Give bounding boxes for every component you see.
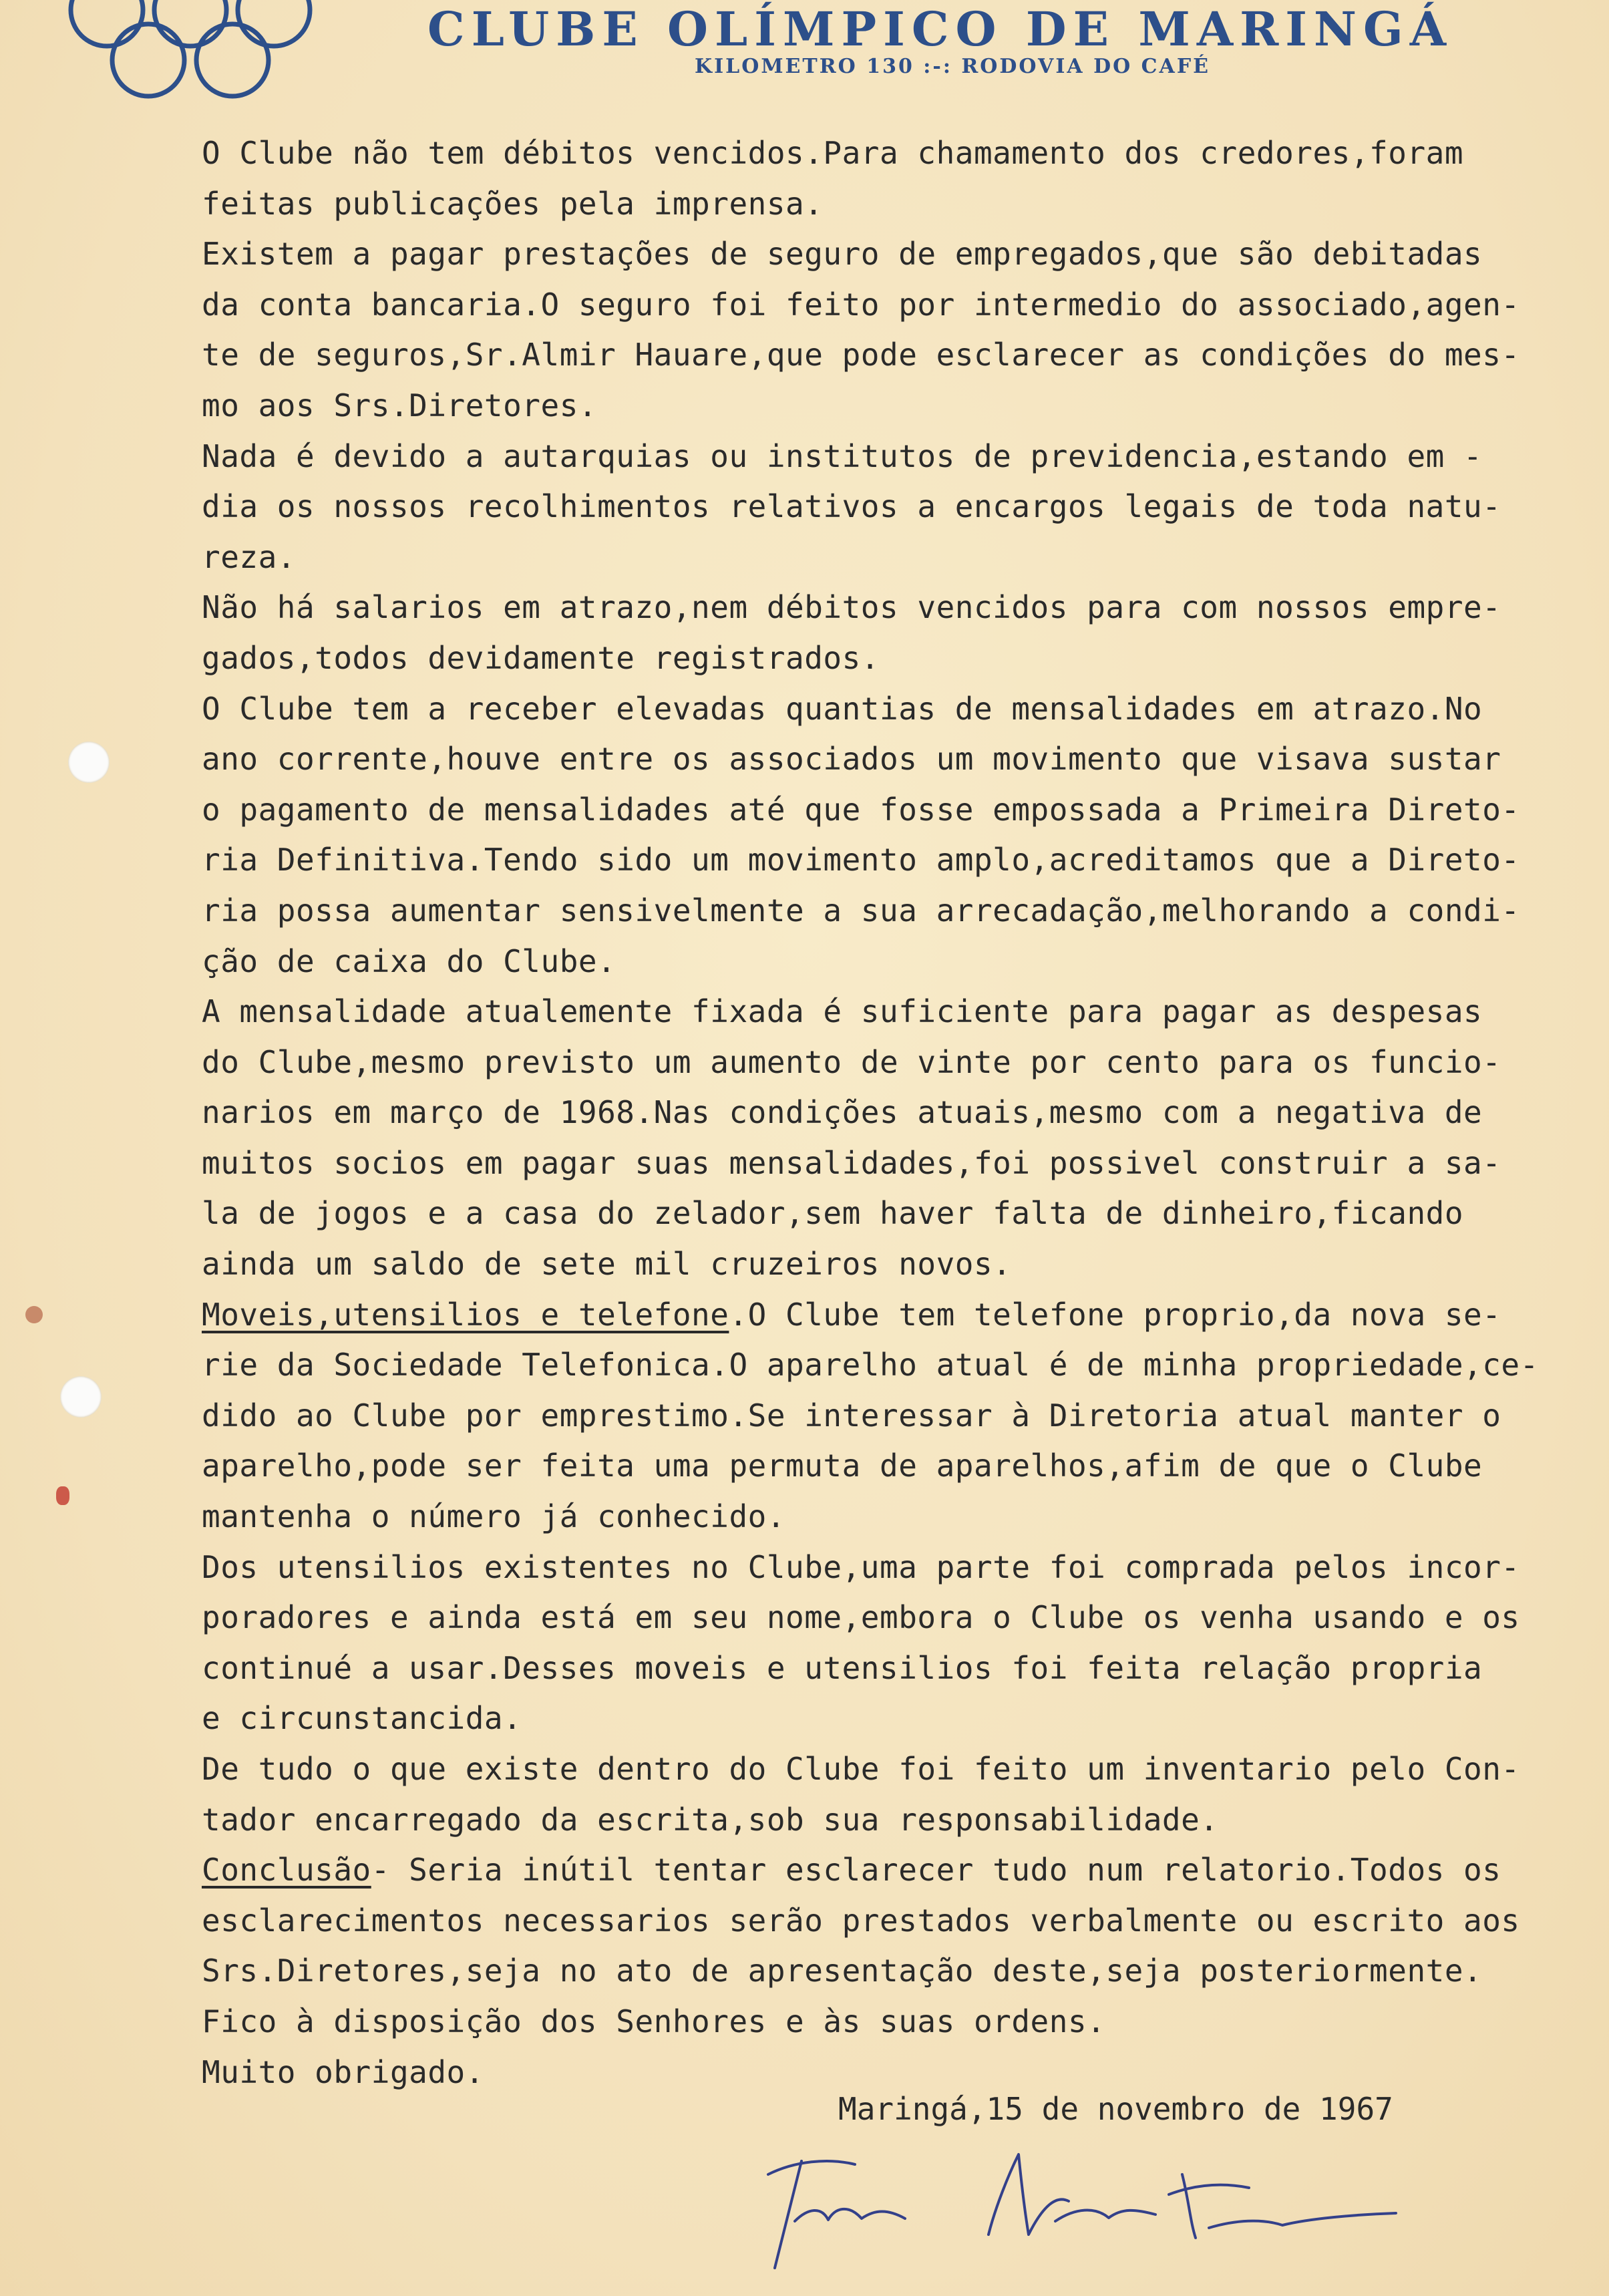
body-line: narios em março de 1968.Nas condições atuais,mesmo com a negativa de xyxy=(202,1094,1483,1131)
body-line: dia os nossos recolhimentos relativos a encargos legais de toda natu- xyxy=(202,488,1501,525)
conclusao-text: - Seria inútil tentar esclarecer tudo num relatorio.Todos os xyxy=(371,1852,1501,1889)
body-line: gados,todos devidamente registrados. xyxy=(202,639,880,676)
body-line: mo aos Srs.Diretores. xyxy=(202,387,598,424)
body-line: do Clube,mesmo previsto um aumento de vinte por cento para os funcio- xyxy=(202,1043,1501,1080)
body-line: ria possa aumentar sensivelmente a sua arrecadação,melhorando a condi- xyxy=(202,892,1520,929)
body-line: mantenha o número já conhecido. xyxy=(202,1498,786,1535)
body-line: muitos socios em pagar suas mensalidades,foi possivel construir a sa- xyxy=(202,1144,1501,1181)
olympic-rings-logo xyxy=(67,0,367,107)
paper-stain xyxy=(25,1306,43,1323)
body-line: O Clube não tem débitos vencidos.Para chamamento dos credores,foram xyxy=(202,135,1464,171)
body-line: esclarecimentos necessarios serão prestados verbalmente ou escrito aos xyxy=(202,1902,1520,1939)
conclusao-line xyxy=(202,1845,1604,1896)
moveis-text: .O Clube tem telefone proprio,da nova se- xyxy=(729,1296,1501,1333)
body-line: Muito obrigado. xyxy=(202,2054,484,2090)
body-line: feitas publicações pela imprensa. xyxy=(202,185,824,222)
body-line: te de seguros,Sr.Almir Hauare,que pode esclarecer as condições do mes- xyxy=(202,337,1520,373)
body-line: la de jogos e a casa do zelador,sem haver falta de dinheiro,ficando xyxy=(202,1195,1464,1232)
body-line: dido ao Clube por emprestimo.Se interessar à Diretoria atual manter o xyxy=(202,1397,1501,1434)
body-line: Fico à disposição dos Senhores e às suas ordens. xyxy=(202,2003,1106,2039)
paper-stain xyxy=(56,1486,69,1505)
body-line: Srs.Diretores,seja no ato de apresentação deste,seja posteriormente. xyxy=(202,1953,1483,1989)
body-line: ria Definitiva.Tendo sido um movimento amplo,acreditamos que a Direto- xyxy=(202,842,1520,878)
body-line: poradores e ainda está em seu nome,embora o Clube os venha usando e os xyxy=(202,1599,1520,1636)
body-line: reza. xyxy=(202,538,296,575)
conclusao-heading: Conclusão xyxy=(202,1852,371,1889)
body-line: Dos utensilios existentes no Clube,uma parte foi comprada pelos incor- xyxy=(202,1548,1520,1585)
body-line: O Clube tem a receber elevadas quantias de mensalidades em atrazo.No xyxy=(202,690,1483,727)
body-line: continué a usar.Desses moveis e utensilios foi feita relação propria xyxy=(202,1649,1483,1686)
body-line: aparelho,pode ser feita uma permuta de aparelhos,afim de que o Clube xyxy=(202,1448,1483,1484)
punch-hole xyxy=(68,742,110,783)
club-address: KILOMETRO 130 :-: RODOVIA DO CAFÉ xyxy=(695,55,1210,78)
club-name: CLUBE OLÍMPICO DE MARINGÁ xyxy=(427,1,1453,57)
handwritten-signature xyxy=(755,2134,1409,2275)
body-line: Existem a pagar prestações de seguro de empregados,que são debitadas xyxy=(202,236,1483,273)
body-line: da conta bancaria.O seguro foi feito por intermedio do associado,agen- xyxy=(202,286,1520,323)
moveis-line xyxy=(202,1290,1604,1341)
body-line: tador encarregado da escrita,sob sua responsabilidade. xyxy=(202,1801,1219,1838)
body-line: Nada é devido a autarquias ou institutos de previdencia,estando em - xyxy=(202,438,1483,474)
date-line: Maringá,15 de novembro de 1967 xyxy=(838,2091,1393,2127)
moveis-heading: Moveis,utensilios e telefone xyxy=(202,1296,729,1333)
punch-hole xyxy=(60,1376,102,1418)
letter-body xyxy=(202,128,1604,2098)
body-line: A mensalidade atualemente fixada é suficiente para pagar as despesas xyxy=(202,993,1483,1030)
body-line: rie da Sociedade Telefonica.O aparelho atual é de minha propriedade,ce- xyxy=(202,1347,1539,1383)
body-line: o pagamento de mensalidades até que fosse empossada a Primeira Direto- xyxy=(202,791,1520,828)
body-line: ano corrente,houve entre os associados um movimento que visava sustar xyxy=(202,741,1501,778)
body-line: De tudo o que existe dentro do Clube foi feito um inventario pelo Con- xyxy=(202,1751,1520,1787)
body-line: ainda um saldo de sete mil cruzeiros novos. xyxy=(202,1246,1012,1283)
body-line: ção de caixa do Clube. xyxy=(202,943,616,979)
body-line: e circunstancida. xyxy=(202,1700,522,1737)
body-line: Não há salarios em atrazo,nem débitos vencidos para com nossos empre- xyxy=(202,589,1501,626)
